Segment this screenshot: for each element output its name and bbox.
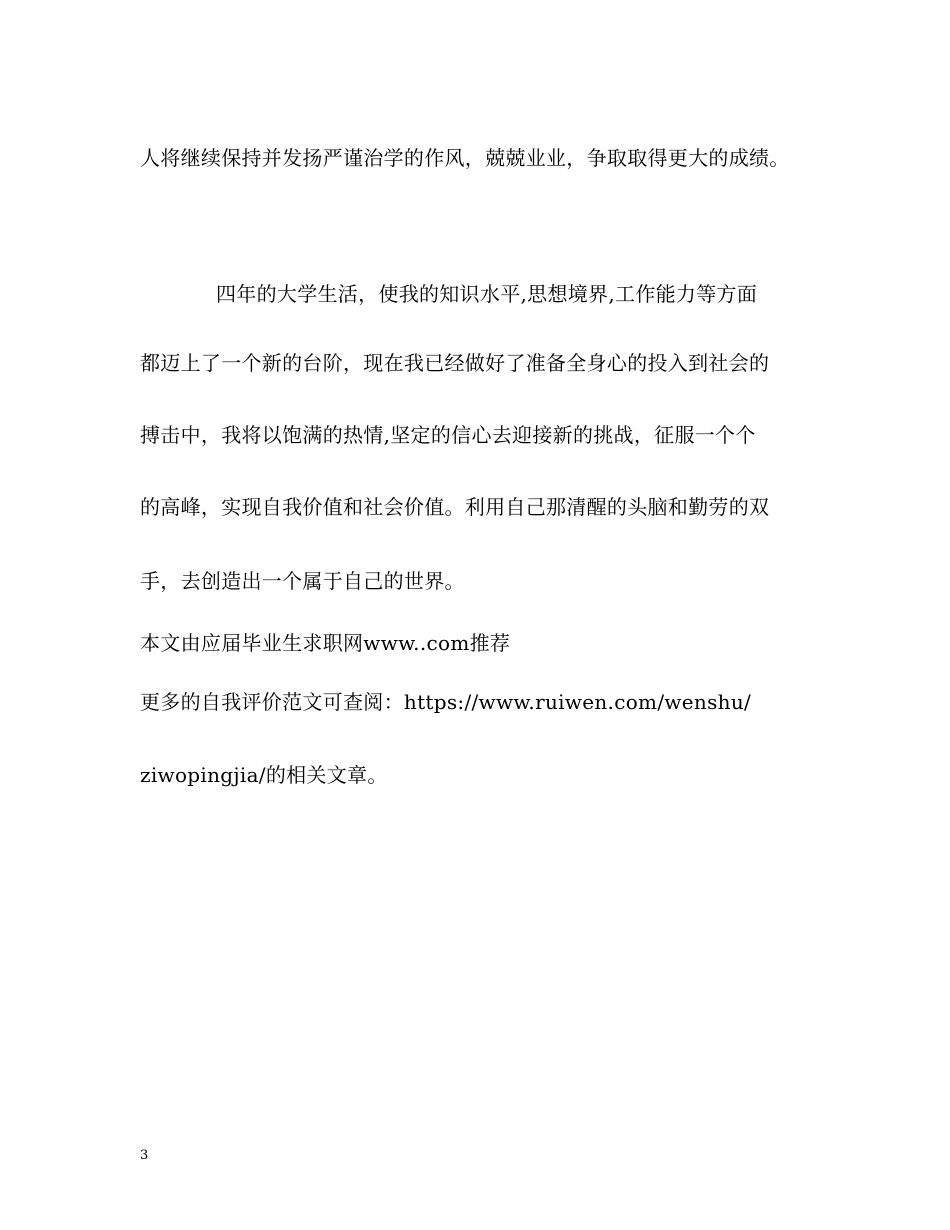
- paragraph-line: 手，去创造出一个属于自己的世界。: [140, 569, 465, 593]
- page-number: 3: [140, 1148, 149, 1163]
- paragraph-line: 四年的大学生活，使我的知识水平,思想境界,工作能力等方面: [216, 282, 758, 306]
- more-articles-line: 更多的自我评价范文可查阅：https://www.ruiwen.com/wenshu/: [140, 690, 752, 714]
- paragraph-line: 都迈上了一个新的台阶，现在我已经做好了准备全身心的投入到社会的: [140, 351, 770, 375]
- paragraph-line: 的高峰，实现自我价值和社会价值。利用自己那清醒的头脑和勤劳的双: [140, 495, 770, 519]
- recommend-line: 本文由应届毕业生求职网www..com推荐: [140, 631, 511, 655]
- paragraph-line: 搏击中，我将以饱满的热情,坚定的信心去迎接新的挑战，征服一个个: [140, 423, 756, 447]
- paragraph-line: 人将继续保持并发扬严谨治学的作风，兢兢业业，争取取得更大的成绩。: [140, 146, 790, 170]
- more-articles-line-continued: ziwopingjia/的相关文章。: [140, 763, 388, 787]
